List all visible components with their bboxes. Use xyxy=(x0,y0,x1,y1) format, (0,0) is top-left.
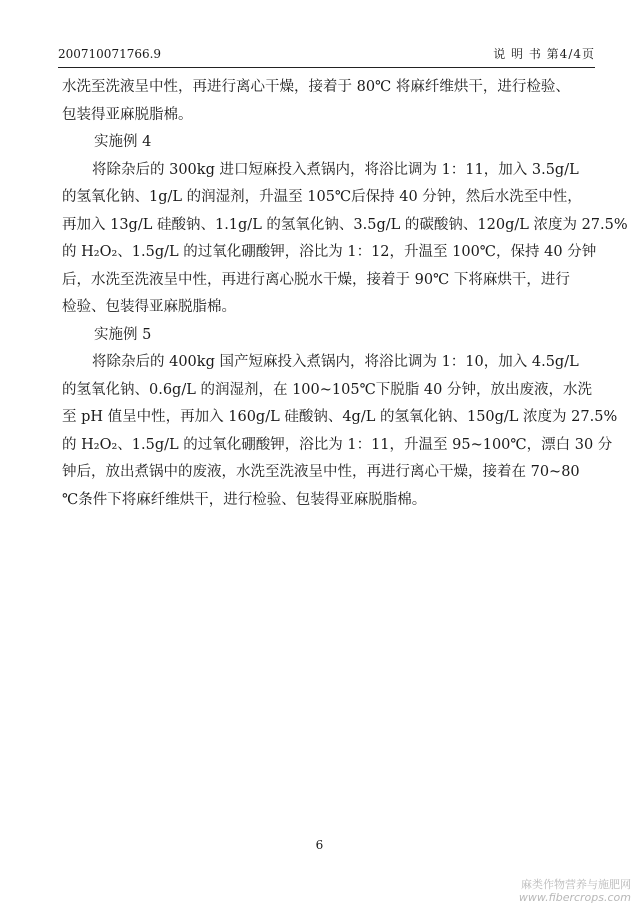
text-line: 的 H₂O₂、1.5g/L 的过氧化硼酸钾，浴比为 1：11，升温至 95~100℃，漂白 30 分 xyxy=(62,436,613,453)
text-line: 检验、包装得亚麻脱脂棉。 xyxy=(62,299,236,315)
watermark-site-url: www.fibercrops.com xyxy=(518,891,631,904)
header-rule xyxy=(58,67,595,68)
text-line: 的 H₂O₂、1.5g/L 的过氧化硼酸钾，浴比为 1：12，升温至 100℃，保持 40 分钟 xyxy=(62,244,597,260)
text-line: 包装得亚麻脱脂棉。 xyxy=(62,106,193,123)
text-line: 的氢氧化钠、0.6g/L 的润湿剂，在 100~105℃下脱脂 40 分钟，放出废液，水洗 xyxy=(62,381,592,398)
document-number: 200710071766.9 xyxy=(58,47,162,61)
body-text xyxy=(62,74,628,514)
page-number: 6 xyxy=(315,838,324,852)
text-line: 钟后，放出煮锅中的废液，水洗至洗液呈中性，再进行离心干燥，接着在 70~80 xyxy=(62,464,580,480)
text-line: 将除杂后的 300kg 进口短麻投入煮锅内，将浴比调为 1：11，加入 3.5g/L xyxy=(92,161,579,178)
text-line: 的氢氧化钠、1g/L 的润湿剂，升温至 105℃后保持 40 分钟，然后水洗至中性， xyxy=(62,189,582,205)
text-line: 将除杂后的 400kg 国产短麻投入煮锅内，将浴比调为 1：10，加入 4.5g/L xyxy=(92,354,579,370)
text-line: 后，水洗至洗液呈中性，再进行离心脱水干燥，接着于 90℃ 下将麻烘干，进行 xyxy=(62,271,570,288)
text-line: 再加入 13g/L 硅酸钠、1.1g/L 的氢氧化钠、3.5g/L 的碳酸钠、120g/L 浓度为 27.5% xyxy=(62,216,628,233)
example-4-heading: 实施例 4 xyxy=(94,134,152,150)
document-title: 说 明 书 第4/4页 xyxy=(493,47,595,61)
text-line: 水洗至洗液呈中性，再进行离心干燥，接着于 80℃ 将麻纤维烘干，进行检验、 xyxy=(62,79,570,95)
site-watermark xyxy=(519,878,631,904)
text-line: 至 pH 值呈中性，再加入 160g/L 硅酸钠、4g/L 的氢氧化钠、150g/L 浓度为 27.5% xyxy=(62,409,618,425)
page-header xyxy=(58,44,595,64)
watermark-site-name: 麻类作物营养与施肥网 xyxy=(521,878,631,891)
text-line: ℃条件下将麻纤维烘干，进行检验、包装得亚麻脱脂棉。 xyxy=(62,491,427,508)
example-5-heading: 实施例 5 xyxy=(94,326,152,343)
